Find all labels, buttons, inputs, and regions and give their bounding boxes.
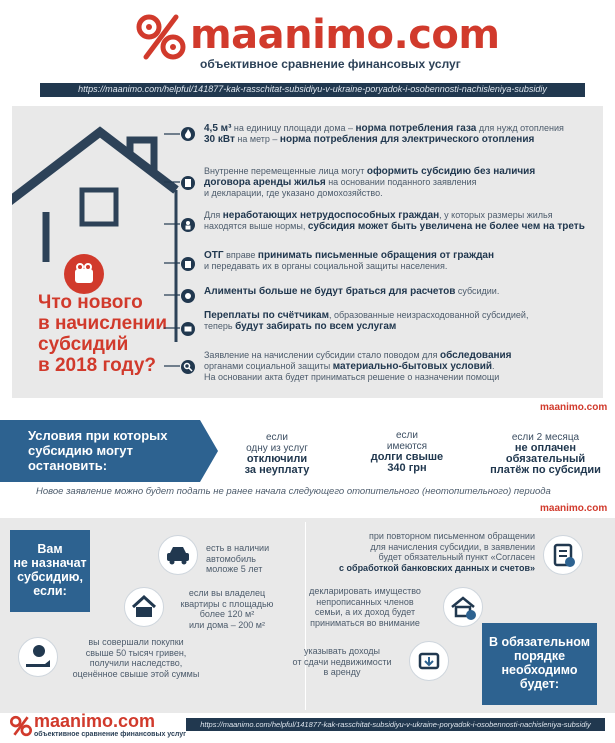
refusal-item-2-line: если вы владелец: [188, 588, 266, 598]
condition-3-bold: не оплачен: [514, 442, 577, 454]
news-item-6-part: будут забирать по всем услугам: [235, 321, 397, 332]
question-line: субсидий: [38, 334, 129, 355]
inspection-icon: [181, 360, 195, 374]
news-item-2-part: Внутренне перемещенные лица могут: [204, 166, 367, 176]
refusal-title-line: не назначат: [13, 556, 87, 570]
refusal-item-3-line: оценённое свыше этой суммы: [72, 668, 200, 679]
news-item-5: [204, 286, 604, 297]
refusal-title-line: субсидию,: [17, 570, 83, 584]
watermark-logo: maanimo.com: [540, 503, 608, 514]
house-icon: [124, 587, 164, 627]
news-item-4-part: и передавать их в органы социальной защиты населения.: [204, 261, 448, 271]
required-item-2: [300, 586, 430, 628]
refusal-title-box: [10, 530, 90, 612]
alimony-icon: [181, 289, 195, 303]
news-item-7-part: обследования: [439, 350, 512, 361]
required-title-line: порядке: [513, 649, 566, 663]
news-item-6-part: , образованные неизрасходованной субсидией,: [329, 310, 529, 320]
news-item-4-part: ОТГ: [204, 250, 224, 261]
required-item-2-line: декларировать имущество: [309, 586, 421, 596]
news-item-7-part: органами социальной защиты: [204, 361, 333, 371]
news-item-7-part: материально-бытовых условий: [332, 361, 493, 372]
news-item-2-part: на основании поданного заявления: [325, 177, 477, 187]
news-item-1-part: для нужд отопления: [476, 123, 564, 133]
condition-2-line: если: [396, 430, 418, 441]
required-item-1: [330, 531, 535, 573]
required-title-box: [482, 623, 597, 705]
refusal-title-line: Вам: [37, 542, 63, 556]
building-icon: [181, 257, 195, 271]
logo-text: maanimo.com: [190, 12, 500, 58]
condition-1-bold: за неуплату: [244, 464, 310, 476]
required-title-line: В обязательном: [489, 635, 590, 649]
news-item-2-part: оформить субсидию без наличия: [366, 166, 536, 177]
required-item-1-line: с обработкой банковских данных и счетов»: [339, 562, 535, 573]
news-item-4-part: вправе: [223, 250, 258, 260]
news-item-7-part: На основании акта будет приниматься решение о назначении помощи: [204, 372, 500, 382]
percent-logo-icon: [136, 13, 186, 61]
required-item-3-line: в аренду: [323, 667, 361, 677]
condition-3-line: если 2 месяца: [511, 432, 580, 443]
question-line: Что нового: [38, 292, 143, 313]
refusal-item-2-line: или дома – 200 м²: [189, 619, 265, 630]
news-question: [38, 292, 168, 376]
question-line: в начислении: [38, 313, 168, 334]
refusal-item-1: [206, 543, 306, 575]
news-item-3-part: , у которых размеры жилья: [439, 210, 553, 220]
news-item-1-part: на метр –: [234, 134, 280, 144]
refusal-item-1-line: моложе 5 лет: [206, 564, 263, 574]
refusal-item-3-line: свыше 50 тысяч гривен,: [85, 647, 187, 658]
condition-1-bold: отключили: [246, 453, 308, 465]
condition-3-bold: обязательный: [505, 453, 586, 465]
footer-url-link[interactable]: https://maanimo.com/helpful/141877-kak-rasschitat-subsidiyu-v-ukraine-poryadok-i-osobennosti-nachisleniya-subsidiy: [186, 718, 605, 731]
news-item-5-part: Алименты: [204, 286, 257, 297]
required-item-1-line: будет обязательный пункт «Согласен: [378, 552, 535, 562]
news-item-1: [204, 123, 604, 145]
refusal-item-2-line: квартиры с площадью: [180, 598, 274, 609]
news-item-5-part: субсидии.: [455, 286, 500, 296]
condition-2-line: имеются: [386, 441, 428, 452]
required-item-3-line: указывать доходы: [303, 646, 381, 656]
car-icon: [158, 535, 198, 575]
money-hand-icon: [18, 637, 58, 677]
required-title-line: необходимо: [501, 663, 578, 677]
news-item-4-part: принимать письменные обращения от граждан: [257, 250, 495, 261]
refusal-item-2-line: более 120 м²: [199, 609, 255, 619]
refusal-item-1-line: автомобиль: [206, 553, 256, 564]
checklist-icon: [543, 535, 583, 575]
news-item-3: [204, 210, 609, 232]
news-item-3-part: субсидия может быть увеличена не более чем на треть: [307, 221, 585, 232]
news-item-3-part: неработающих нетрудоспособных граждан: [222, 210, 440, 221]
required-item-1-line: для начисления субсидии, в заявлении: [370, 541, 535, 552]
condition-2-bold: долги свыше: [370, 451, 444, 463]
required-title-line: будет:: [519, 677, 560, 691]
required-item-1-line: при повторном письменном обращении: [369, 531, 535, 541]
news-item-7-part: .: [492, 361, 495, 371]
gas-flame-icon: [181, 127, 195, 141]
news-item-1-part: 4,5 м³: [204, 123, 232, 134]
news-item-6: [204, 310, 604, 332]
condition-2-text: [357, 430, 457, 474]
news-item-2-part: договора аренды жилья: [204, 177, 326, 188]
question-line: в 2018 году?: [38, 355, 156, 376]
required-item-2-line: семьи, а их доход будет: [314, 607, 416, 617]
condition-2-bold: 340 грн: [387, 462, 427, 474]
refusal-title-line: если:: [33, 584, 67, 598]
refusal-item-3-line: вы совершали покупки: [88, 637, 184, 647]
reapply-note: Новое заявление можно будет подать не ранее начала следующего отопительного (неотопительного) периода: [36, 486, 551, 497]
news-item-6-part: теперь: [204, 321, 236, 331]
refusal-item-3: [66, 637, 206, 679]
conditions-title-line: субсидию могут: [28, 443, 134, 458]
news-item-4: [204, 250, 604, 272]
news-item-2-part: и декларации, где указано домохозяйство.: [204, 188, 383, 198]
news-item-6-part: Переплаты по счётчикам: [204, 310, 329, 321]
document-icon: [181, 176, 195, 190]
conditions-title: [28, 428, 167, 473]
condition-1-text: [232, 432, 322, 476]
person-icon: [181, 218, 195, 232]
condition-1-line: одну из услуг: [246, 443, 308, 454]
news-item-5-part: больше не будут браться для расчетов: [256, 286, 456, 297]
news-item-1-part: норма потребления для электрического отопления: [279, 134, 535, 145]
footer-logo-text: maanimo.com: [34, 711, 156, 731]
logo-tagline: объективное сравнение финансовых услуг: [200, 57, 461, 71]
news-item-7-part: Заявление на начислении субсидии стало поводом для: [204, 350, 440, 360]
property-icon: [443, 587, 483, 627]
header: [0, 0, 615, 80]
required-item-3: [282, 646, 402, 678]
conditions-title-line: остановить:: [28, 458, 108, 473]
required-item-2-line: приниматься во внимание: [310, 617, 420, 628]
news-item-3-part: Для: [204, 210, 223, 220]
wallet-icon: [64, 254, 104, 294]
news-item-1-part: на единицу площади дома –: [231, 123, 356, 133]
refusal-item-1-line: есть в наличии: [206, 543, 270, 553]
news-item-7: [204, 350, 604, 383]
required-item-3-line: от сдачи недвижимости: [292, 656, 392, 667]
news-item-1-part: 30 кВт: [204, 134, 235, 145]
income-icon: [409, 641, 449, 681]
footer-tagline: объективное сравнение финансовых услуг: [34, 731, 187, 738]
condition-3-bold: платёж по субсидии: [490, 464, 601, 476]
meter-icon: [181, 322, 195, 336]
refusal-item-2: [172, 588, 282, 630]
source-url-link[interactable]: https://maanimo.com/helpful/141877-kak-rasschitat-subsidiyu-v-ukraine-poryadok-i-osobennosti-nachisleniya-subsidiy: [40, 83, 585, 97]
news-item-3-part: находятся выше нормы,: [204, 221, 308, 231]
refusal-item-3-line: получили наследство,: [89, 658, 183, 668]
conditions-title-line: Условия при которых: [28, 428, 168, 443]
news-item-1-part: норма потребления газа: [355, 123, 477, 134]
footer-percent-logo-icon: [10, 715, 32, 737]
condition-1-line: если: [266, 432, 288, 443]
condition-3-text: [478, 432, 613, 476]
connector-lines: [160, 110, 190, 390]
required-item-2-line: непрописанных членов: [316, 596, 414, 607]
watermark-logo: maanimo.com: [540, 402, 608, 413]
news-item-2: [204, 166, 604, 199]
